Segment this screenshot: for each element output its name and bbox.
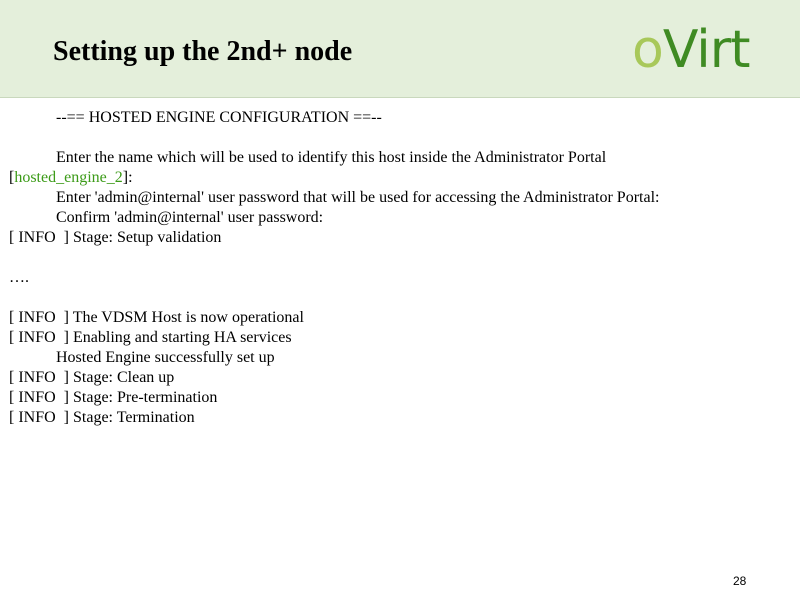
info-pre-termination: [ INFO ] Stage: Pre-termination (9, 389, 218, 406)
prompt-host-name: Enter the name which will be used to identify this host inside the Administrator Portal (56, 149, 607, 166)
slide-title: Setting up the 2nd+ node (53, 36, 353, 67)
logo-part-o: o (632, 20, 663, 80)
blank-line (9, 288, 789, 308)
info-clean-up: [ INFO ] Stage: Clean up (9, 369, 175, 386)
blank-line (9, 248, 789, 268)
info-setup-validation: [ INFO ] Stage: Setup validation (9, 229, 222, 246)
logo-part-virt: Virt (662, 20, 750, 80)
page-number: 28 (733, 574, 747, 588)
bracket-close: ]: (122, 169, 133, 186)
ellipsis-line: …. (9, 269, 29, 286)
success-message: Hosted Engine successfully set up (56, 349, 275, 366)
console-output (9, 108, 789, 428)
info-ha-services: [ INFO ] Enabling and starting HA services (9, 329, 292, 346)
prompt-host-name-default (9, 168, 789, 188)
bracket-open: [ (9, 169, 15, 186)
ovirt-logo (632, 20, 749, 80)
info-vdsm-operational: [ INFO ] The VDSM Host is now operational (9, 309, 304, 326)
slide-header (0, 0, 800, 98)
default-host-name: hosted_engine_2 (14, 169, 123, 186)
section-header-line: --== HOSTED ENGINE CONFIGURATION ==-- (56, 109, 382, 126)
prompt-admin-password: Enter 'admin@internal' user password that will be used for accessing the Administrator Portal: (56, 189, 660, 206)
blank-line (9, 128, 789, 148)
prompt-confirm-password: Confirm 'admin@internal' user password: (56, 209, 324, 226)
info-termination: [ INFO ] Stage: Termination (9, 409, 195, 426)
